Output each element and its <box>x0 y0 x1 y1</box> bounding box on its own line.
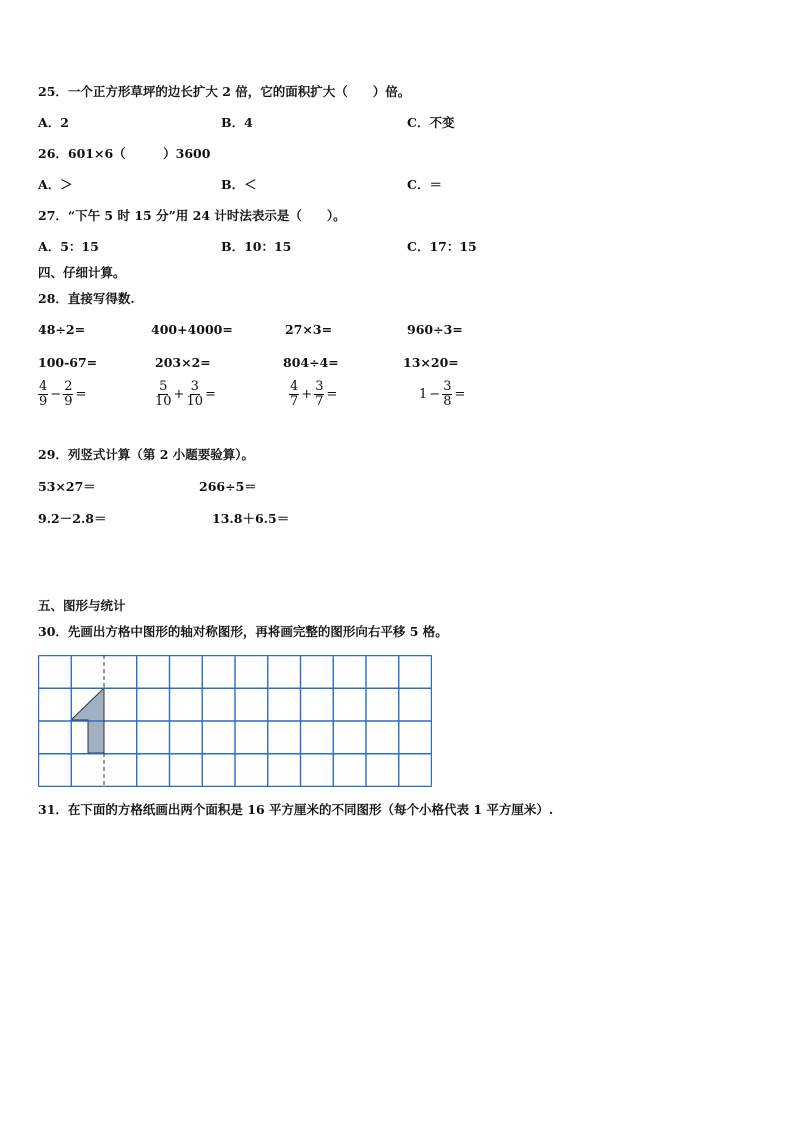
q28-item: 100-67= <box>38 355 98 370</box>
q28-fraction-expression <box>38 380 88 409</box>
q29-item: 266÷5＝ <box>199 479 257 494</box>
operator: − <box>50 387 62 402</box>
fraction-denominator: 10 <box>155 394 172 409</box>
operator: + <box>173 387 185 402</box>
fraction-numerator: 4 <box>39 379 48 394</box>
q28-item: 48÷2= <box>38 322 86 337</box>
q29-item: 53×27＝ <box>38 479 96 494</box>
q28-item: 960÷3= <box>407 322 463 337</box>
q25-option-c[interactable]: C．不变 <box>407 115 455 130</box>
q25-stem: 25．一个正方形草坪的边长扩大 2 倍，它的面积扩大（ ）倍。 <box>38 84 411 99</box>
operator: + <box>301 387 313 402</box>
q29-item: 13.8＋6.5＝ <box>212 511 290 526</box>
q28-item: 27×3= <box>285 322 333 337</box>
q26-stem: 26．601×6（ ）3600 <box>38 146 211 161</box>
q28-item: 203×2= <box>155 355 211 370</box>
section-4-heading: 四、仔细计算。 <box>38 265 126 280</box>
fraction-numerator: 3 <box>315 379 324 394</box>
fraction-denominator: 7 <box>290 394 299 409</box>
q26-option-c[interactable]: C．＝ <box>407 177 442 192</box>
fraction-numerator: 4 <box>290 379 299 394</box>
whole-number: 1 <box>419 387 428 402</box>
q29-stem: 29．列竖式计算（第 2 小题要验算）。 <box>38 447 255 462</box>
q27-option-c[interactable]: C．17：15 <box>407 239 477 254</box>
q27-stem: 27．“下午 5 时 15 分”用 24 计时法表示是（ ）。 <box>38 208 346 223</box>
fraction-numerator: 3 <box>190 379 199 394</box>
grid-lines <box>39 656 432 787</box>
equals-sign: = <box>326 387 338 402</box>
q27-option-b[interactable]: B．10：15 <box>221 239 292 254</box>
fraction-numerator: 3 <box>443 379 452 394</box>
q28-item: 804÷4= <box>283 355 339 370</box>
q28-fraction-expression <box>419 380 467 409</box>
q28-fraction-expression <box>155 380 218 409</box>
q30-stem: 30．先画出方格中图形的轴对称图形，再将画完整的图形向右平移 5 格。 <box>38 624 448 639</box>
equals-sign: = <box>454 387 466 402</box>
operator: − <box>429 387 441 402</box>
q28-stem: 28．直接写得数. <box>38 291 135 306</box>
fraction-numerator: 2 <box>64 379 73 394</box>
fraction-denominator: 8 <box>443 394 452 409</box>
q28-item: 13×20= <box>403 355 459 370</box>
fraction-denominator: 9 <box>39 394 48 409</box>
fraction-denominator: 10 <box>186 394 203 409</box>
q30-square-grid[interactable] <box>38 655 432 787</box>
q25-option-b[interactable]: B．4 <box>221 115 253 130</box>
q26-option-b[interactable]: B．＜ <box>221 177 257 192</box>
q28-item: 400+4000= <box>151 322 233 337</box>
section-5-heading: 五、图形与统计 <box>38 598 126 613</box>
q28-fraction-expression <box>289 380 339 409</box>
fraction-denominator: 9 <box>64 394 73 409</box>
equals-sign: = <box>75 387 87 402</box>
fraction-denominator: 7 <box>315 394 324 409</box>
q25-option-a[interactable]: A．2 <box>38 115 69 130</box>
q31-stem: 31．在下面的方格纸画出两个面积是 16 平方厘米的不同图形（每个小格代表 1 平方厘米）. <box>38 802 554 817</box>
q29-item: 9.2－2.8＝ <box>38 511 107 526</box>
q26-option-a[interactable]: A．＞ <box>38 177 73 192</box>
fraction-numerator: 5 <box>159 379 168 394</box>
q27-option-a[interactable]: A．5：15 <box>38 239 99 254</box>
equals-sign: = <box>205 387 216 402</box>
